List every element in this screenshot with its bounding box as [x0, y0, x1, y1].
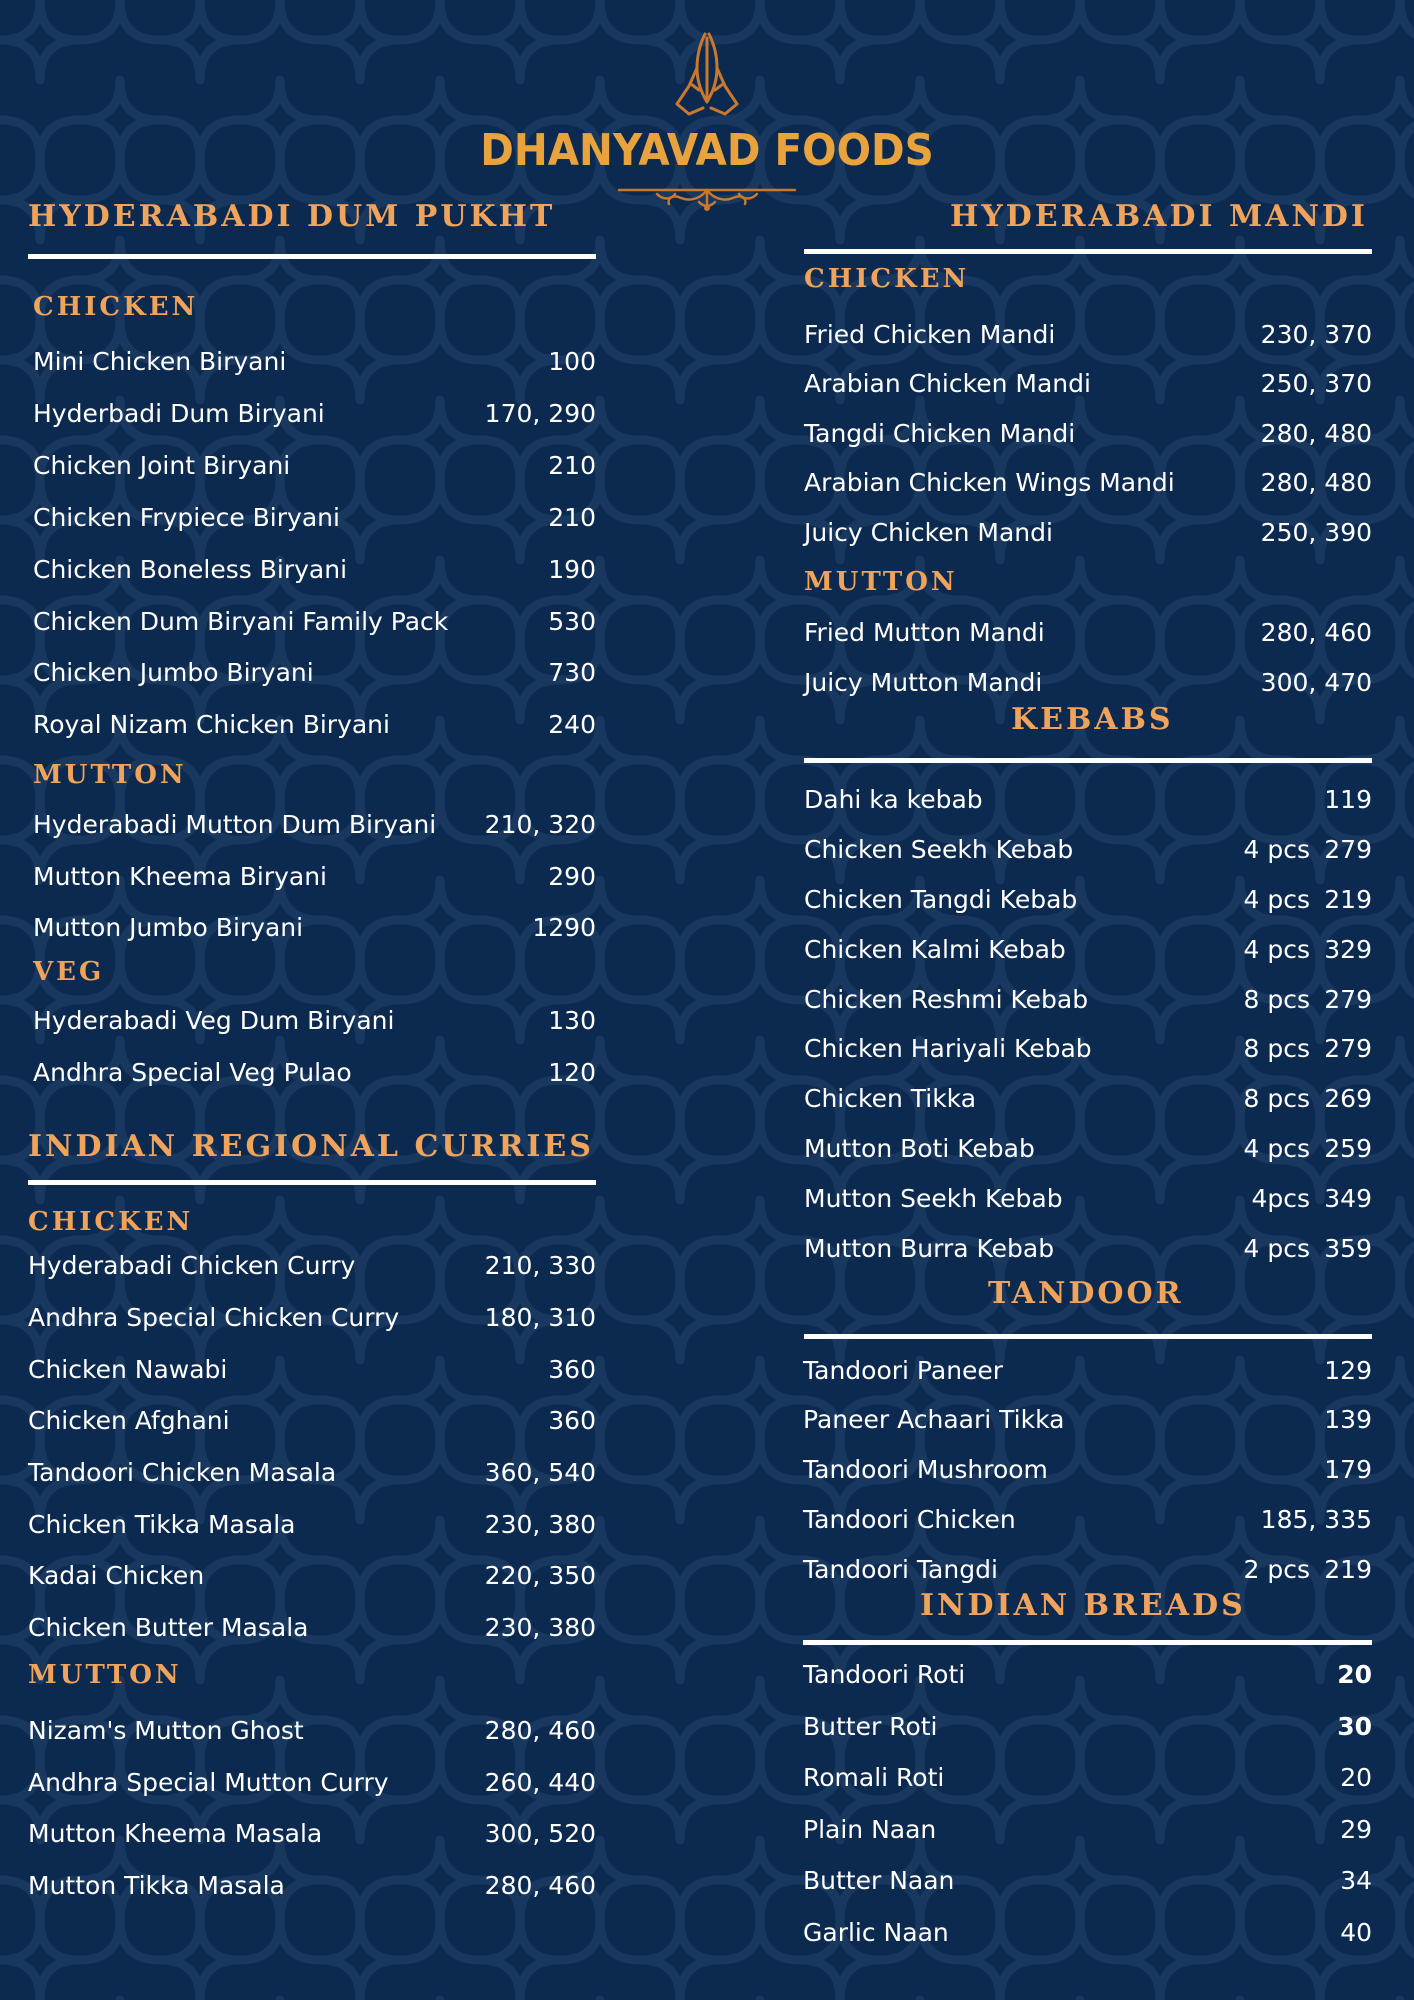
- item-price: 139: [1324, 1405, 1372, 1434]
- menu-item: [804, 515, 1372, 551]
- category-veg: VEG: [33, 957, 105, 987]
- menu-item: [804, 366, 1372, 402]
- item-quantity: 4 pcs: [1243, 885, 1310, 914]
- item-name: Plain Naan: [803, 1815, 937, 1844]
- menu-item: [803, 1402, 1372, 1438]
- item-price: 360: [548, 1406, 596, 1435]
- item-price: 269: [1324, 1084, 1372, 1113]
- item-name: Hyderbadi Dum Biryani: [33, 399, 325, 428]
- item-price: 280, 460: [1260, 618, 1372, 647]
- item-name: Arabian Chicken Mandi: [804, 369, 1091, 398]
- menu-item: [803, 1657, 1372, 1693]
- item-name: Chicken Reshmi Kebab: [804, 985, 1089, 1014]
- item-price: 349: [1324, 1184, 1372, 1213]
- category-chicken: CHICKEN: [33, 292, 199, 322]
- item-name: Butter Naan: [803, 1866, 955, 1895]
- item-price: 259: [1324, 1134, 1372, 1163]
- item-name: Nizam's Mutton Ghost: [28, 1716, 304, 1745]
- item-price: 530: [548, 607, 596, 636]
- item-price: 300, 520: [484, 1819, 596, 1848]
- item-price: 129: [1324, 1356, 1372, 1385]
- item-price: 730: [548, 658, 596, 687]
- section-title-curries: INDIAN REGIONAL CURRIES: [28, 1129, 594, 1164]
- item-name: Garlic Naan: [803, 1918, 949, 1947]
- item-price: 280, 480: [1260, 468, 1372, 497]
- item-price: 230, 370: [1260, 320, 1372, 349]
- item-price: 100: [548, 347, 596, 376]
- item-name: Fried Chicken Mandi: [804, 320, 1056, 349]
- item-name: Chicken Tikka Masala: [28, 1510, 296, 1539]
- item-price: 279: [1324, 835, 1372, 864]
- item-name: Juicy Mutton Mandi: [804, 668, 1043, 697]
- item-price: 230, 380: [484, 1613, 596, 1642]
- menu-item: [804, 932, 1372, 968]
- item-name: Chicken Tangdi Kebab: [804, 885, 1078, 914]
- menu-item: [804, 317, 1372, 353]
- item-name: Andhra Special Mutton Curry: [28, 1768, 389, 1797]
- section-rule: [804, 1334, 1372, 1339]
- category-chicken: CHICKEN: [804, 264, 970, 294]
- section-rule: [804, 758, 1372, 763]
- menu-item: [803, 1353, 1372, 1389]
- item-name: Andhra Special Chicken Curry: [28, 1303, 400, 1332]
- item-price: 185, 335: [1260, 1505, 1372, 1534]
- menu-item: [803, 1915, 1372, 1951]
- item-name: Andhra Special Veg Pulao: [33, 1058, 352, 1087]
- item-name: Kadai Chicken: [28, 1561, 205, 1590]
- item-price: 220, 350: [484, 1561, 596, 1590]
- item-price: 40: [1340, 1918, 1372, 1947]
- item-quantity: 8 pcs: [1243, 1084, 1310, 1113]
- item-price: 119: [1324, 785, 1372, 814]
- item-price: 280, 480: [1260, 419, 1372, 448]
- menu-item: [804, 615, 1372, 651]
- menu-item: [804, 1181, 1372, 1217]
- item-price: 20: [1337, 1660, 1372, 1689]
- item-price: 359: [1324, 1234, 1372, 1263]
- menu-item: [803, 1452, 1372, 1488]
- menu-item: [803, 1863, 1372, 1899]
- item-name: Tandoori Chicken: [803, 1505, 1016, 1534]
- menu-item: [804, 1131, 1372, 1167]
- item-name: Tandoori Mushroom: [803, 1455, 1048, 1484]
- item-name: Chicken Seekh Kebab: [804, 835, 1074, 864]
- item-name: Chicken Nawabi: [28, 1355, 228, 1384]
- item-name: Juicy Chicken Mandi: [804, 518, 1053, 547]
- item-price: 230, 380: [484, 1510, 596, 1539]
- item-price: 120: [548, 1058, 596, 1087]
- item-price: 240: [548, 710, 596, 739]
- section-rule: [803, 1640, 1372, 1645]
- item-price: 20: [1340, 1763, 1372, 1792]
- item-name: Tandoori Chicken Masala: [28, 1458, 337, 1487]
- category-chicken: CHICKEN: [28, 1207, 194, 1237]
- menu-item: [803, 1709, 1372, 1745]
- section-title-mandi: HYDERABADI MANDI: [950, 199, 1368, 234]
- item-price: 250, 370: [1260, 369, 1372, 398]
- item-price: 360, 540: [484, 1458, 596, 1487]
- item-price: 179: [1324, 1455, 1372, 1484]
- item-price: 210: [548, 503, 596, 532]
- menu-item: [803, 1760, 1372, 1796]
- item-quantity: 2 pcs: [1243, 1555, 1310, 1584]
- item-price: 280, 460: [484, 1716, 596, 1745]
- item-price: 260, 440: [484, 1768, 596, 1797]
- category-mutton: MUTTON: [804, 567, 958, 597]
- item-price: 29: [1340, 1815, 1372, 1844]
- menu-item: [804, 1081, 1372, 1117]
- menu-item: [804, 882, 1372, 918]
- item-price: 300, 470: [1260, 668, 1372, 697]
- item-name: Mutton Burra Kebab: [804, 1234, 1055, 1263]
- section-title-kebabs: KEBABS: [1011, 702, 1174, 737]
- section-title-breads: INDIAN BREADS: [920, 1588, 1246, 1623]
- item-name: Mutton Boti Kebab: [804, 1134, 1035, 1163]
- item-name: Chicken Joint Biryani: [33, 451, 291, 480]
- item-price: 219: [1324, 1555, 1372, 1584]
- item-name: Chicken Boneless Biryani: [33, 555, 348, 584]
- menu-item: [803, 1552, 1372, 1588]
- item-name: Mutton Seekh Kebab: [804, 1184, 1063, 1213]
- section-title-tandoor: TANDOOR: [988, 1276, 1184, 1311]
- menu-item: [804, 782, 1372, 818]
- item-name: Chicken Tikka: [804, 1084, 977, 1113]
- item-price: 279: [1324, 985, 1372, 1014]
- category-mutton: MUTTON: [28, 1660, 182, 1690]
- item-name: Butter Roti: [803, 1712, 938, 1741]
- item-name: Chicken Kalmi Kebab: [804, 935, 1066, 964]
- item-price: 190: [548, 555, 596, 584]
- item-quantity: 8 pcs: [1243, 1034, 1310, 1063]
- item-name: Chicken Jumbo Biryani: [33, 658, 314, 687]
- item-quantity: 4 pcs: [1243, 835, 1310, 864]
- brand-name: DHANYAVAD FOODS: [480, 125, 934, 176]
- item-price: 329: [1324, 935, 1372, 964]
- menu-item: [803, 1502, 1372, 1538]
- menu-item: [804, 665, 1372, 701]
- item-quantity: 4pcs: [1251, 1184, 1310, 1213]
- item-name: Mutton Tikka Masala: [28, 1871, 285, 1900]
- item-name: Mutton Jumbo Biryani: [33, 913, 304, 942]
- menu-item: [804, 832, 1372, 868]
- item-name: Chicken Butter Masala: [28, 1613, 309, 1642]
- item-price: 180, 310: [484, 1303, 596, 1332]
- item-name: Chicken Dum Biryani Family Pack: [33, 607, 449, 636]
- menu-item: [804, 1231, 1372, 1267]
- item-name: Fried Mutton Mandi: [804, 618, 1045, 647]
- menu-item: [804, 982, 1372, 1018]
- item-price: 280, 460: [484, 1871, 596, 1900]
- item-quantity: 4 pcs: [1243, 1234, 1310, 1263]
- item-price: 210, 330: [484, 1251, 596, 1280]
- item-quantity: 8 pcs: [1243, 985, 1310, 1014]
- item-price: 210, 320: [484, 810, 596, 839]
- menu-item: [803, 1812, 1372, 1848]
- item-name: Hyderabadi Chicken Curry: [28, 1251, 356, 1280]
- menu-item: [804, 465, 1372, 501]
- item-name: Tandoori Roti: [803, 1660, 966, 1689]
- menu-item: [804, 416, 1372, 452]
- item-price: 219: [1324, 885, 1372, 914]
- item-name: Paneer Achaari Tikka: [803, 1405, 1065, 1434]
- item-name: Royal Nizam Chicken Biryani: [33, 710, 390, 739]
- item-name: Chicken Afghani: [28, 1406, 230, 1435]
- menu-item: [804, 1031, 1372, 1067]
- item-name: Arabian Chicken Wings Mandi: [804, 468, 1175, 497]
- item-name: Hyderabadi Veg Dum Biryani: [33, 1006, 395, 1035]
- item-price: 279: [1324, 1034, 1372, 1063]
- item-price: 250, 390: [1260, 518, 1372, 547]
- item-price: 360: [548, 1355, 596, 1384]
- section-rule: [804, 249, 1372, 254]
- item-name: Romali Roti: [803, 1763, 945, 1792]
- item-price: 1290: [532, 913, 596, 942]
- item-price: 210: [548, 451, 596, 480]
- item-quantity: 4 pcs: [1243, 1134, 1310, 1163]
- item-price: 30: [1337, 1712, 1372, 1741]
- item-name: Chicken Frypiece Biryani: [33, 503, 340, 532]
- item-price: 170, 290: [484, 399, 596, 428]
- item-price: 34: [1340, 1866, 1372, 1895]
- item-price: 290: [548, 862, 596, 891]
- item-name: Chicken Hariyali Kebab: [804, 1034, 1092, 1063]
- item-name: Mutton Kheema Biryani: [33, 862, 328, 891]
- item-name: Tandoori Tangdi: [803, 1555, 998, 1584]
- item-name: Tandoori Paneer: [803, 1356, 1004, 1385]
- section-title-dum-pukht: HYDERABADI DUM PUKHT: [28, 199, 556, 234]
- item-name: Mutton Kheema Masala: [28, 1819, 323, 1848]
- item-name: Dahi ka kebab: [804, 785, 983, 814]
- item-name: Mini Chicken Biryani: [33, 347, 287, 376]
- item-name: Tangdi Chicken Mandi: [804, 419, 1076, 448]
- item-name: Hyderabadi Mutton Dum Biryani: [33, 810, 437, 839]
- item-quantity: 4 pcs: [1243, 935, 1310, 964]
- category-mutton: MUTTON: [33, 760, 187, 790]
- item-price: 130: [548, 1006, 596, 1035]
